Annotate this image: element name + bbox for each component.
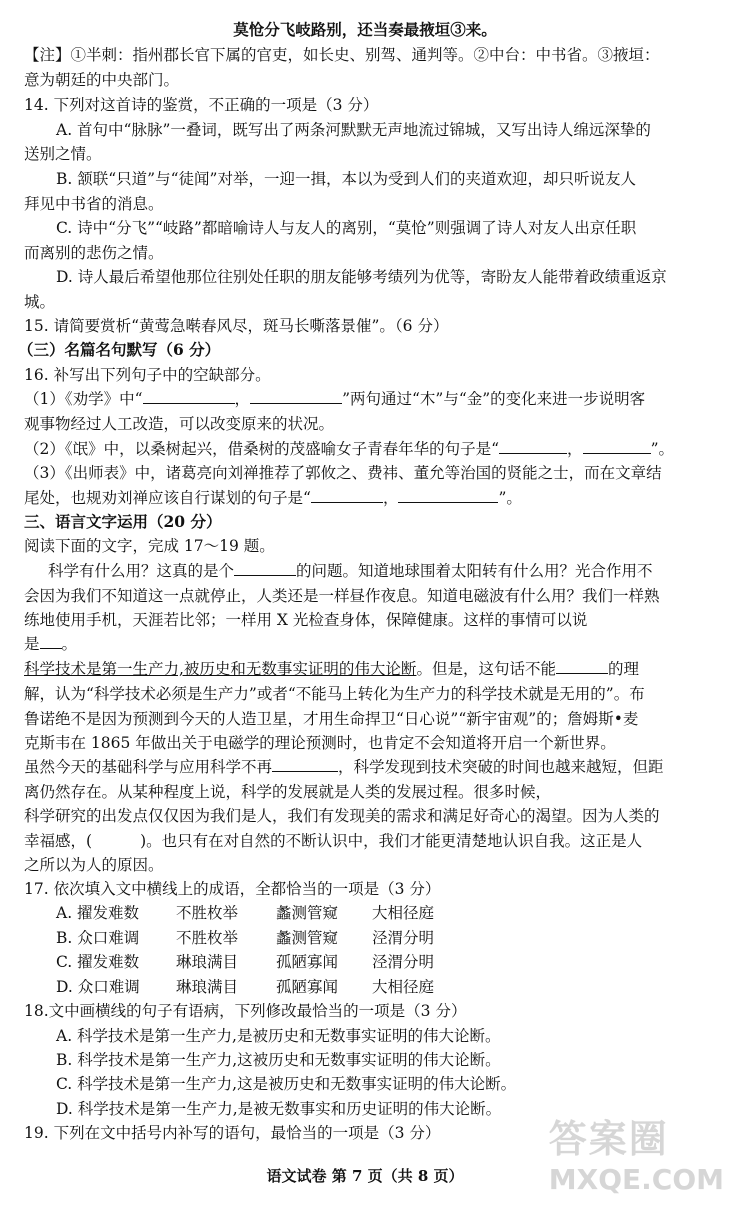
q16-p1-text-a: （1）《劝学》中“ (24, 390, 143, 408)
answer-blank[interactable] (556, 657, 608, 674)
option-text: 蠡测管窥 (276, 904, 339, 922)
q16-part-3-line-1: （3）《出师表》中，诸葛亮向刘禅推荐了郭攸之、费祎、董允等治国的贤能之士，而在文章结 (24, 464, 662, 482)
question-14-stem: 14. 下列对这首诗的鉴赏，不正确的一项是（3 分） (24, 96, 379, 114)
passage-line-4 (24, 632, 714, 656)
reading-instruction: 阅读下面的文字，完成 17～19 题。 (24, 537, 275, 555)
option-text: B. 众口难调 (56, 928, 140, 947)
option-text: C. 擢发难数 (56, 953, 140, 971)
answer-blank[interactable] (250, 387, 342, 404)
passage-text: 虽然今天的基础科学与应用科学不再 (24, 758, 273, 776)
watermark-line-2: MXQE.COM (548, 1163, 724, 1196)
passage-line-9 (24, 755, 714, 779)
q16-p2-separator: ， (567, 440, 583, 458)
q14-option-d-line-1: D. 诗人最后希望他那位往别处任职的朋友能够考绩列为优等，寄盼友人能带着政绩重返京 (56, 268, 667, 286)
q18-option-a[interactable]: A. 科学技术是第一生产力,是被历史和无数事实证明的伟大论断。 (56, 1027, 501, 1045)
passage-line-10: 离仍然存在。从某种程度上说，科学的发展就是人类的发展过程。很多时候， (24, 783, 552, 801)
answer-blank[interactable] (583, 437, 651, 454)
passage-line-12 (24, 829, 714, 853)
passage-line-6: 解，认为“科学技术必须是生产力”或者“不能马上转化为生产力的科学技术就是无用的”。布 (24, 685, 645, 703)
q17-option-c[interactable] (56, 950, 472, 975)
option-text: 泾渭分明 (372, 953, 435, 971)
option-text: 不胜枚举 (176, 928, 239, 947)
question-15: 15. 请简要赏析“黄莺急啭春风尽，斑马长嘶落景催”。（6 分） (24, 317, 449, 335)
answer-blank[interactable] (398, 486, 498, 503)
q16-p2-text: （2）《氓》中，以桑树起兴，借桑树的茂盛喻女子青春年华的句子是“ (24, 440, 500, 458)
passage-line-3: 练地使用手机，天涯若比邻；一样用 X 光检查身体，保障健康。这样的事情可以说 (24, 611, 588, 629)
q16-p3-end: ”。 (498, 489, 522, 507)
passage-line-2: 会因为我们不知道这一点就停止，人类还是一样昼作夜息。知道电磁波有什么用？我们一样熟 (24, 587, 660, 605)
note-line-2: 意为朝廷的中央部门。 (24, 71, 180, 89)
passage-text: 的问题。知道地球围着太阳转有什么用？光合作用不 (296, 562, 653, 580)
option-text: 琳琅满目 (176, 953, 239, 971)
answer-blank[interactable] (311, 486, 383, 503)
passage-text: 。 (61, 635, 78, 653)
passage-text: 是 (24, 635, 40, 653)
answer-blank[interactable] (499, 437, 567, 454)
q16-part-1-line-1 (24, 387, 714, 411)
option-text: 孤陋寡闻 (276, 953, 339, 971)
note-line-1: 【注】①半刺：指州郡长官下属的官吏，如长史、别驾、通判等。②中台：中书省。③掖垣： (24, 46, 660, 64)
passage-line-11: 科学研究的出发点仅仅因为我们是人，我们有发现美的需求和满足好奇心的渴望。因为人类的 (24, 807, 660, 825)
part-heading-3: 三、语言文字运用（20 分） (24, 512, 222, 531)
option-text: 大相径庭 (372, 904, 435, 922)
q18-option-c[interactable]: C. 科学技术是第一生产力,这是被历史和无数事实证明的伟大论断。 (56, 1075, 517, 1093)
passage-text: )。也只有在对自然的不断认识中，我们才能更清楚地认识自我。这正是人 (140, 832, 643, 850)
q14-option-c-line-1: C. 诗中“分飞”“岐路”都暗喻诗人与友人的离别，“莫怆”则强调了诗人对友人出京任职 (56, 219, 637, 237)
q14-option-a-line-1: A. 首句中“脉脉”一叠词，既写出了两条河默默无声地流过锦城，又写出诗人绵远深挚的 (56, 121, 651, 139)
passage-text: 。但是，这句话不能 (416, 660, 556, 678)
passage-text: 科学有什么用？这真的是个 (48, 562, 235, 580)
answer-blank[interactable] (234, 559, 296, 576)
q17-option-b[interactable] (56, 926, 472, 951)
passage-line-1 (48, 559, 714, 583)
q16-p1-separator: ， (234, 390, 251, 408)
q16-part-1-line-2: 观事物经过人工改造，可以改变原来的状况。 (24, 415, 335, 433)
q14-option-a-line-2: 送别之情。 (24, 145, 102, 163)
q16-part-2 (24, 437, 714, 461)
q14-option-d-line-2: 城。 (24, 293, 56, 311)
q14-option-b-line-2: 拜见中书省的消息。 (24, 195, 164, 213)
passage-line-13: 之所以为人的原因。 (24, 856, 164, 874)
q14-option-c-line-2: 而离别的悲伤之情。 (24, 244, 164, 262)
passage-text: 的理 (607, 660, 639, 678)
watermark-logo (549, 1108, 724, 1196)
q17-options (56, 901, 472, 999)
option-text: 泾渭分明 (372, 928, 435, 947)
question-18-stem: 18.文中画横线的句子有语病，下列修改最恰当的一项是（3 分） (24, 1002, 467, 1020)
option-text: 大相径庭 (372, 977, 435, 996)
option-text: A. 擢发难数 (56, 904, 140, 922)
passage-text: ，科学发现到技术突破的时间也越来越短，但距 (338, 758, 664, 776)
answer-blank[interactable] (40, 632, 62, 649)
q16-p3-separator: ， (382, 489, 399, 507)
q16-p1-text-b: ”两句通过“木”与“金”的变化来进一步说明客 (342, 390, 646, 408)
question-17-stem: 17. 依次填入文中横线上的成语，全都恰当的一项是（3 分） (24, 880, 441, 898)
q17-option-a[interactable] (56, 901, 472, 926)
option-text: 不胜枚举 (176, 904, 239, 922)
q14-option-b-line-1: B. 颔联“只道”与“徒闻”对举，一迎一揖，本以为受到人们的夹道欢迎，却只听说友人 (56, 170, 636, 188)
q17-option-d[interactable] (56, 975, 472, 1000)
poem-last-line: 莫怆分飞岐路别，还当奏最掖垣③来。 (233, 20, 497, 39)
q18-option-b[interactable]: B. 科学技术是第一生产力,这被历史和无数事实证明的伟大论断。 (56, 1051, 501, 1069)
watermark-line-1: 答案圈 (548, 1117, 669, 1161)
option-text: 琳琅满目 (176, 977, 239, 996)
section-heading-3: （三）名篇名句默写（6 分） (18, 340, 221, 359)
underlined-sentence: 科学技术是第一生产力,被历史和无数事实证明的伟大论断 (24, 660, 417, 678)
q16-p3-text: 尾处，也规劝刘禅应该自行谋划的句子是“ (24, 489, 311, 507)
passage-text: 幸福感，( (24, 832, 93, 850)
answer-blank[interactable] (272, 755, 338, 772)
option-text: D. 众口难调 (56, 977, 140, 996)
question-19-stem: 19. 下列在文中括号内补写的语句，最恰当的一项是（3 分） (24, 1124, 441, 1142)
answer-blank[interactable] (143, 387, 235, 404)
passage-line-8: 克斯韦在 1865 年做出关于电磁学的理论预测时，也肯定不会知道将开启一个新世界。 (24, 734, 616, 752)
q16-part-3-line-2 (24, 486, 714, 510)
page-footer: 语文试卷 第 7 页（共 8 页） (266, 1167, 464, 1185)
option-text: 孤陋寡闻 (276, 977, 339, 996)
option-text: 蠡测管窥 (276, 928, 339, 947)
passage-line-5 (24, 657, 714, 681)
q18-option-d[interactable]: D. 科学技术是第一生产力,是被无数事实和历史证明的伟大论断。 (56, 1100, 502, 1118)
q16-p2-end: ”。 (650, 440, 674, 458)
question-16-stem: 16. 补写出下列句子中的空缺部分。 (24, 366, 271, 384)
passage-line-7: 鲁诺绝不是因为预测到今天的人造卫星，才用生命捍卫“日心说”“新宇宙观”的；詹姆斯•麦 (24, 710, 639, 728)
